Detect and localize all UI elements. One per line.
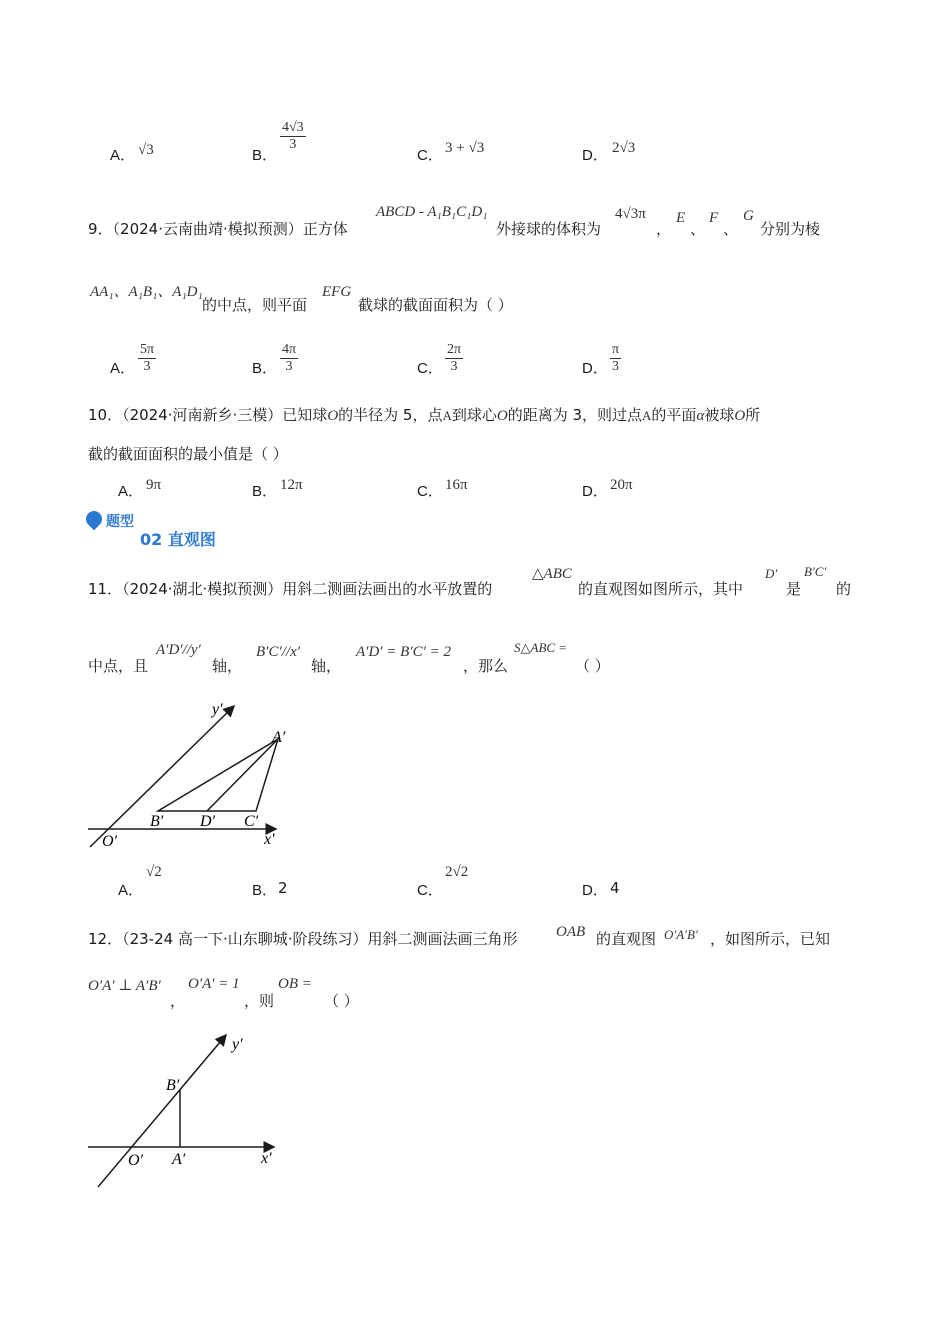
- q11-label-y: y′: [212, 701, 223, 718]
- q11-text-is: 是: [786, 580, 802, 598]
- q11-figure: [80, 690, 300, 860]
- q9-text-edges: 分别为棱: [760, 220, 821, 238]
- q12-text-known: ，如图所示，已知: [710, 930, 831, 948]
- q10-option-d-value: 20π: [610, 477, 633, 493]
- q11-option-a-value: √2: [146, 864, 162, 880]
- q10-option-b-value: 12π: [280, 477, 303, 493]
- section-tag: 题型: [106, 514, 134, 530]
- q11-option-b-label: B．: [252, 882, 278, 899]
- q11-answer-paren: （ ）: [575, 657, 610, 675]
- q11-label-x: x′: [264, 831, 275, 848]
- q11-option-b-value: 2: [278, 879, 288, 897]
- q12-ob-expression: OB =: [278, 976, 312, 992]
- q8-option-c-value: 3 + √3: [445, 140, 485, 156]
- q9-option-b-label: B．: [252, 360, 278, 377]
- q9-point-e: E: [676, 210, 686, 226]
- q10-option-a-label: A．: [118, 483, 144, 500]
- q12-answer-paren: （ ）: [324, 992, 359, 1010]
- q10-line2: 截的截面面积的最小值是（ ）: [88, 445, 288, 463]
- q8-option-a-label: A．: [110, 147, 136, 164]
- q9-edges: AA₁、A₁B₁、A₁D₁: [90, 284, 203, 300]
- q9-text-volume: 外接球的体积为: [496, 220, 602, 238]
- q8-option-b-fraction: $\frac{4√3}{3}$: [282, 120, 304, 152]
- q10-option-a-value: 9π: [146, 477, 162, 493]
- q11-label-b: B′: [150, 813, 164, 830]
- q10-option-c-value: 16π: [445, 477, 468, 493]
- q12-figure: [80, 1025, 300, 1200]
- q11-text-figure: 的直观图如图所示，其中: [578, 580, 744, 598]
- q12-sep1: ，: [170, 992, 186, 1010]
- q9-option-a-fraction: $\frac{5\pi}{3}$: [140, 342, 155, 374]
- q9-sep3: 、: [723, 220, 739, 238]
- q8-option-c-label: C．: [417, 147, 443, 164]
- q9-option-c-fraction: $\frac{2\pi}{3}$: [447, 342, 462, 374]
- q11-label-d: D′: [200, 813, 216, 830]
- q9-option-a-label: A．: [110, 360, 136, 377]
- q8-option-d-value: 2√3: [612, 140, 636, 156]
- q11-option-d-value: 4: [610, 879, 620, 897]
- q8-option-d-label: D．: [582, 147, 608, 164]
- q10-option-d-label: D．: [582, 483, 608, 500]
- q11-point-d: D′: [765, 566, 778, 581]
- q11-option-c-value: 2√2: [445, 864, 469, 880]
- q11-option-a-label: A．: [118, 882, 144, 899]
- q11-text-axis2: 轴，: [311, 657, 342, 675]
- q10-option-b-label: B．: [252, 483, 278, 500]
- q12-label-x: x′: [261, 1150, 272, 1167]
- q12-cond-length: O′A′ = 1: [188, 976, 240, 992]
- q9-sep2: 、: [690, 220, 706, 238]
- q8-option-a-value: √3: [138, 142, 154, 158]
- q11-line1: 11．（2024·湖北·模拟预测）用斜二测画法画出的水平放置的: [88, 580, 493, 598]
- q10-line1: 10．（2024·河南新乡·三模）已知球O的半径为 5，点A到球心O的距离为 3，则过点A的平面α被球O所: [88, 406, 761, 424]
- q11-text-then: ，那么: [463, 657, 509, 675]
- q12-cond-perpendicular: O′A′ ⊥ A′B′: [88, 978, 161, 994]
- q9-prefix: 9．（2024·云南曲靖·模拟预测）正方体: [88, 220, 348, 238]
- q9-point-f: F: [709, 210, 719, 226]
- q9-cube-name: ABCD - A₁B₁C₁D₁: [376, 204, 488, 220]
- q11-label-c: C′: [244, 813, 259, 830]
- q9-option-c-label: C．: [417, 360, 443, 377]
- q11-option-c-label: C．: [417, 882, 443, 899]
- section-pin-icon: [83, 508, 106, 531]
- q12-label-y: y′: [232, 1036, 243, 1053]
- q11-label-o: O′: [102, 833, 118, 850]
- q12-triangle-oab: OAB: [556, 924, 586, 940]
- q11-triangle: △ABC: [532, 566, 572, 582]
- q12-text-figure: 的直观图: [596, 930, 657, 948]
- q11-cond-ad-parallel: A′D′//y′: [156, 642, 201, 658]
- q11-label-a: A′: [272, 729, 286, 746]
- q9-plane: EFG: [322, 284, 352, 300]
- q9-text-midpoint: 的中点，则平面: [202, 296, 308, 314]
- q11-text-axis1: 轴，: [212, 657, 243, 675]
- q12-label-b: B′: [166, 1077, 180, 1094]
- q12-triangle-prime: O′A′B′: [664, 927, 698, 942]
- q9-option-d-fraction: $\frac{\pi}{3}$: [612, 342, 620, 374]
- q11-segment-bc: B′C′: [804, 564, 827, 579]
- q12-text-then: ，则: [244, 992, 275, 1010]
- q11-option-d-label: D．: [582, 882, 608, 899]
- q11-text-of: 的: [836, 580, 852, 598]
- q9-option-b-fraction: $\frac{4\pi}{3}$: [282, 342, 297, 374]
- q11-text-midpoint: 中点，且: [88, 657, 149, 675]
- q9-sep1: ，: [656, 220, 672, 238]
- q12-y-axis: [98, 1035, 226, 1187]
- q11-cond-bc-parallel: B′C′//x′: [256, 644, 301, 660]
- section-title: 02 直观图: [140, 530, 216, 549]
- q9-point-g: G: [743, 208, 754, 224]
- q11-cond-lengths: A′D′ = B′C′ = 2: [356, 644, 452, 660]
- q12-line1-prefix: 12．（23-24 高一下·山东聊城·阶段练习）用斜二测画法画三角形: [88, 930, 518, 948]
- q8-option-b-label: B．: [252, 147, 278, 164]
- q9-option-d-label: D．: [582, 360, 608, 377]
- q9-volume: 4√3π: [615, 206, 646, 222]
- q12-label-o: O′: [128, 1152, 144, 1169]
- q10-option-c-label: C．: [417, 483, 443, 500]
- q9-suffix: 截球的截面面积为（ ）: [358, 296, 513, 314]
- q11-area-expression: S△ABC =: [514, 640, 568, 655]
- q12-label-a: A′: [172, 1151, 186, 1168]
